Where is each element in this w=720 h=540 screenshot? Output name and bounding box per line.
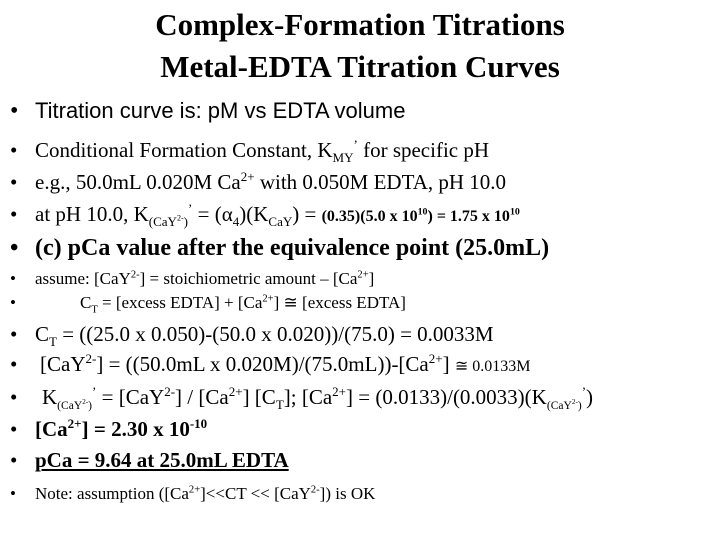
bullet-text: e.g., 50.0mL 0.020M $Ca^{2+}$ with 0.050M EDTA, pH 10.0	[35, 169, 507, 194]
bullet-dot-icon: •	[10, 385, 18, 409]
title-line-1: Complex-Formation Titrations	[155, 7, 565, 42]
bullet-dot-icon: •	[10, 138, 18, 162]
bullet-text: assume: [CaY$^{2-}$] = stoichiometric amount – $[Ca^{2+}]$	[35, 269, 375, 288]
bullet-dot-icon: •	[10, 293, 16, 312]
bullet-text: at pH 10.0, $K_{(CaY^{2-})}^’ = (\alpha_4)(K_{CaY}) = (0.35)(5.0$ x $10^{10}) = 1.75$ x $10^{10}$	[35, 201, 520, 230]
bullet-dot-icon: •	[10, 484, 16, 503]
bullet-text: Conditional Formation Constant, $K_{MY}^’$ for specific pH	[35, 137, 490, 166]
bullet-text: (c) pCa value after the equivalence point (25.0mL)	[35, 235, 550, 261]
bullet-text: $K_{(CaY^{2-})}^’ = [CaY^{2-}] / [Ca^{2+}]$ $[C_T]$; $[Ca^{2+}] = (0.0133)/(0.0033)(K_{(CaY^{2-})}^’)$	[42, 384, 594, 413]
bullet-dot-icon: •	[10, 417, 18, 441]
bullet-dot-icon: •	[10, 322, 18, 346]
bullet-dot-icon: •	[10, 448, 18, 472]
bullet-dot-icon: •	[10, 352, 18, 376]
bullet-dot-icon: •	[10, 269, 16, 288]
bullet-text: [CaY$^{2-}$] = ((50.0mL x $0.020M)/(75.0mL))-[Ca^{2+}]$ ≅ 0.0133M	[40, 351, 531, 376]
bullet-dot-icon: •	[10, 202, 18, 226]
bullet-text: $C_T$ = [excess EDTA] + $[Ca^{2+}]$ ≅ [excess EDTA]	[80, 293, 406, 316]
bullet-text: pCa = 9.64 at 25.0mL EDTA	[35, 448, 289, 472]
slide-title	[0, 4, 720, 88]
bullet-text: Titration curve is: pM vs EDTA volume	[35, 98, 406, 123]
title-line-2: Metal-EDTA Titration Curves	[160, 49, 560, 84]
bullet-text: Note: assumption $([Ca^{2+}]<<CT << [CaY^{2-}])$ is OK	[35, 484, 376, 503]
bullet-text: $C_T = ((25.0$ x 0.050)-(50.0 x 0.020))/(75.0) = 0.0033M	[35, 322, 494, 350]
bullet-text: $[Ca^{2+}] = 2.30$ x $10^{-10}$	[35, 416, 208, 441]
bullet-dot-icon: •	[10, 170, 18, 194]
bullet-dot-icon: •	[10, 235, 19, 261]
alpha-symbol: α	[221, 202, 233, 226]
bullet-dot-icon: •	[10, 98, 19, 124]
